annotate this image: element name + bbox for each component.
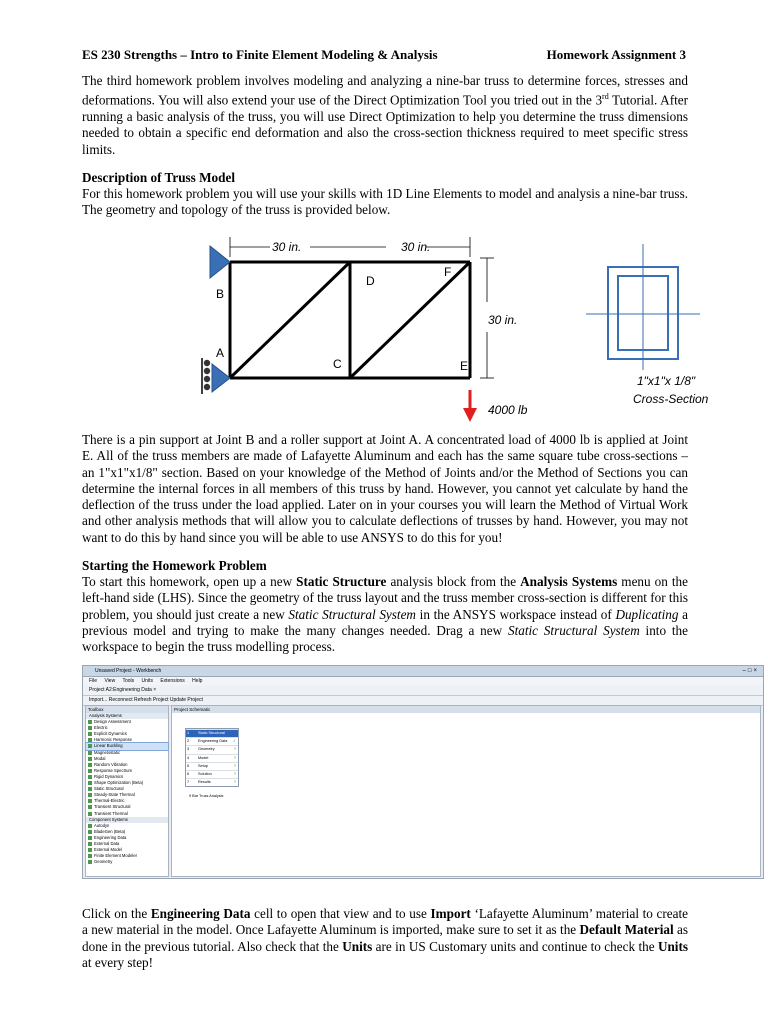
- toolbox-item[interactable]: [86, 859, 168, 865]
- system-cell[interactable]: [186, 778, 238, 786]
- window-titlebar: [83, 666, 763, 677]
- toolbox-item-label: Magnetostatic: [94, 749, 121, 755]
- system-icon: [88, 830, 92, 834]
- toolbox-item-label: Thermal-Electric: [94, 798, 125, 804]
- system-icon: [88, 775, 92, 779]
- eng-text-6: at every step!: [82, 954, 154, 970]
- toolbox-item-label: Transient Thermal: [94, 810, 128, 816]
- toolbox-item-label: Engineering Data: [94, 834, 127, 840]
- cell-status-icon: ?: [233, 780, 236, 785]
- toolbox-item-label: Harmonic Response: [94, 737, 132, 743]
- dim-top-left: 30 in.: [272, 240, 302, 254]
- system-icon: [88, 824, 92, 828]
- cell-label: Results: [198, 780, 211, 785]
- toolbox-item-label: Electric: [94, 725, 108, 731]
- cell-number: 7: [187, 780, 190, 785]
- course-title: ES 230 Strengths – Intro to Finite Element Modeling & Analysis: [82, 47, 438, 62]
- cell-status-icon: ?: [233, 755, 236, 760]
- cell-number: 1: [187, 731, 190, 735]
- intro-text-2: Tutorial. After running a basic analysis of the truss, you will use Direct Optimization to help you determine the truss dimensions needed to obtain a specific end deformation and also the cross-section thickness required to meet specific stress limits.: [82, 92, 689, 157]
- system-icon: [88, 842, 92, 846]
- joint-label-e: E: [460, 359, 469, 373]
- cell-number: 4: [187, 755, 190, 760]
- system-icon: [88, 793, 92, 797]
- support-paragraph: There is a pin support at Joint B and a roller support at Joint A. A concentrated load of 4000 lb is applied at Joint E. All of the truss members are made of Lafayette Aluminum and each has the same square tube cross-sections – an 1"x1"x1/8" section. Based on your knowledge of the Method of Joints and/or the Method of Sections you can determine the internal forces in all members of this truss by hand. However, you cannot yet calculate by hand the deflection of the truss under the load applied. Later on in your courses you will learn the Method of Virtual Work and other analysis methods that will allow you to calculate deflections of trusses by hand. However, you may not want to do this by hand since you will be able to use ANSYS to do this for you!: [82, 432, 688, 545]
- cell-number: 5: [187, 763, 190, 768]
- cell-status-icon: ?: [233, 771, 236, 776]
- joint-label-b: B: [216, 287, 225, 301]
- toolbox-item-label: BladeGen (Beta): [94, 828, 126, 834]
- cell-number: 2: [187, 739, 190, 744]
- dim-right: 30 in.: [488, 313, 518, 327]
- eng-bold-4: Units: [342, 938, 373, 954]
- toolbox-item-label: Linear Buckling: [94, 743, 123, 749]
- eng-text-4: as done in the previous tutorial. Also check that the: [82, 922, 689, 954]
- section-heading-truss-model: Description of Truss Model: [82, 170, 235, 185]
- project-schematic-panel: [171, 705, 761, 877]
- window-title: Unsaved Project - Workbench: [95, 668, 162, 674]
- truss-description: For this homework problem you will use your skills with 1D Line Elements to model and analysis a nine-bar truss. The geometry and topology of the truss is provided below.: [82, 186, 688, 218]
- eng-bold-3: Default Material: [579, 922, 674, 938]
- truss-figure: [190, 232, 730, 432]
- toolbox-panel: [85, 705, 169, 877]
- toolbox-item-label: Steady-State Thermal: [94, 792, 135, 798]
- system-icon: [88, 848, 92, 852]
- truss-members: [230, 262, 470, 378]
- system-icon: [88, 751, 92, 755]
- starting-text-3: menu on the left-hand side (LHS). Since the geometry of the truss layout and the truss member cross-section is different for this problem, you should just create a new: [82, 574, 688, 622]
- assignment-title: Homework Assignment 3: [546, 47, 686, 62]
- system-icon: [88, 854, 92, 858]
- system-icon: [88, 860, 92, 864]
- cell-number: 3: [187, 747, 190, 752]
- intro-text-1: The third homework problem involves modeling and analyzing a nine-bar truss to determine forces, stresses and deformations. You will also extend your use of the Direct Optimization Tool you tried out in the 3: [82, 73, 688, 108]
- pin-support-b: [210, 246, 230, 278]
- system-icon: [88, 732, 92, 736]
- window-controls[interactable]: –□×: [742, 668, 759, 674]
- system-cell[interactable]: [186, 762, 238, 770]
- schematic-title: Project Schematic: [172, 706, 760, 713]
- roller-wheels: [204, 360, 210, 390]
- toolbox-item-label: Random Vibration: [94, 761, 128, 767]
- toolbox-item-label: Shape Optimization (Beta): [94, 780, 144, 786]
- starting-text-4: in the ANSYS workspace instead of: [415, 606, 616, 622]
- toolbox-item-label: Geometry: [94, 859, 113, 865]
- cell-number: 6: [187, 771, 190, 776]
- starting-text-2: analysis block from the: [386, 574, 521, 589]
- system-cell[interactable]: [186, 754, 238, 762]
- load-label: 4000 lb: [488, 403, 528, 417]
- toolbox-item-label: Response Spectrum: [94, 767, 132, 773]
- toolbox-item-label: Design Assessment: [94, 719, 131, 725]
- toolbox-list: [86, 713, 168, 865]
- eng-text-1: Click on the: [82, 906, 151, 921]
- toolbox-item-label: External Data: [94, 840, 120, 846]
- system-icon: [88, 720, 92, 724]
- engineering-data-paragraph: [82, 906, 688, 971]
- toolbox-item-label: Analysis Systems: [89, 713, 122, 718]
- starting-text-6: into the workspace to begin the truss modelling process.: [82, 622, 688, 655]
- cell-label: Setup: [198, 763, 208, 768]
- dim-top-right: 30 in.: [401, 240, 431, 254]
- starting-italic-3: Static Structural System: [507, 622, 640, 638]
- starting-italic-1: Static Structural System: [288, 606, 416, 622]
- system-icon: [88, 787, 92, 791]
- toolbox-item-label: Finite Element Modeler: [94, 853, 138, 859]
- dimension-top: [230, 237, 470, 257]
- toolbox-item-label: Autodyn: [94, 822, 110, 828]
- system-cell[interactable]: [186, 745, 238, 753]
- cell-label: Geometry: [198, 747, 215, 752]
- toolbox-item-label: Component Systems: [89, 816, 128, 822]
- starting-text-1: To start this homework, open up a new: [82, 574, 297, 589]
- cell-status-icon: ?: [233, 747, 236, 752]
- system-block-caption: 9 Bar Truss Analysis: [189, 794, 224, 798]
- eng-text-2: cell to open that view and to use: [250, 906, 431, 921]
- cell-status-icon: ?: [233, 763, 236, 768]
- starting-paragraph: [82, 574, 688, 655]
- static-structural-block[interactable]: [185, 728, 239, 787]
- starting-bold-1: Static Structure: [296, 574, 387, 589]
- eng-text-5: are in US Customary units and continue to check the: [372, 938, 658, 954]
- page-header: [82, 47, 686, 63]
- toolbox-item-label: Transient Structural: [94, 804, 131, 810]
- system-icon: [88, 781, 92, 785]
- system-cell[interactable]: [186, 729, 238, 737]
- system-cell[interactable]: [186, 770, 238, 778]
- system-icon: [88, 812, 92, 816]
- system-cell[interactable]: [186, 737, 238, 745]
- joint-label-a: A: [216, 346, 225, 360]
- cell-status-icon: ✓: [232, 739, 236, 744]
- starting-text-5: a previous model and trying to make the many changes needed. Drag a new: [82, 606, 689, 638]
- intro-paragraph: [82, 73, 688, 158]
- intro-sup: rd: [602, 92, 609, 102]
- eng-bold-2: Import: [430, 906, 471, 921]
- system-icon: [88, 763, 92, 767]
- joint-label-d: D: [366, 274, 375, 288]
- cell-label: Engineering Data: [198, 739, 228, 744]
- system-icon: [88, 744, 92, 748]
- section-heading-starting: Starting the Homework Problem: [82, 558, 267, 573]
- toolbar-actions[interactable]: Import... Reconnect Refresh Project Update Project: [83, 696, 763, 706]
- ansys-workbench-screenshot: [82, 665, 764, 879]
- toolbox-title: Toolbox: [86, 706, 168, 713]
- starting-bold-2: Analysis Systems: [520, 574, 618, 589]
- cross-section-caption: Cross-Section: [633, 392, 709, 406]
- system-icon: [88, 769, 92, 773]
- load-arrow: [463, 390, 477, 422]
- roller-support-a: [212, 364, 230, 392]
- system-icon: [88, 726, 92, 730]
- cell-label: Solution: [198, 771, 212, 776]
- system-icon: [88, 799, 92, 803]
- system-icon: [88, 757, 92, 761]
- eng-bold-5: Units: [657, 938, 688, 954]
- cell-label: Model: [198, 755, 209, 760]
- system-icon: [88, 836, 92, 840]
- eng-text-3: ‘Lafayette Aluminum’ material to create a new material in the model. Once Lafayette Aluminum is imported, make sure to set it as the: [82, 906, 689, 938]
- cell-label: Static Structural: [198, 731, 225, 735]
- toolbar-tabs[interactable]: Project A2:Engineering Data ×: [83, 685, 763, 696]
- menu-bar[interactable]: File View Tools Units Extensions Help: [83, 677, 763, 685]
- cross-section-size: 1"x1"x 1/8": [637, 374, 696, 388]
- cross-section-icon: [586, 244, 700, 370]
- starting-italic-2: Duplicating: [615, 606, 679, 622]
- joint-label-c: C: [333, 357, 342, 371]
- system-icon: [88, 738, 92, 742]
- toolbox-item-label: Explicit Dynamics: [94, 731, 127, 737]
- joint-label-f: F: [444, 265, 452, 279]
- toolbox-item-label: Rigid Dynamics: [94, 773, 124, 779]
- toolbox-item-label: Static Structural: [94, 786, 124, 792]
- toolbox-item-label: Modal: [94, 755, 106, 761]
- toolbox-item-label: External Model: [94, 847, 122, 853]
- eng-bold-1: Engineering Data: [150, 906, 251, 921]
- system-icon: [88, 805, 92, 809]
